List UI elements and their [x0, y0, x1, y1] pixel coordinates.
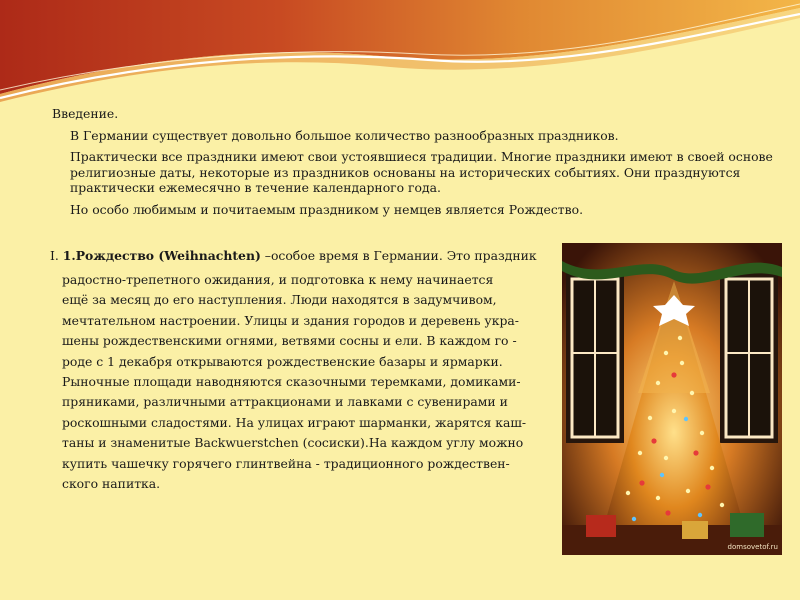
section-body [62, 270, 562, 494]
intro-block [52, 106, 787, 224]
section-line: шены рождественскими огнями, ветвями сосны и ели. В каждом го - [62, 333, 517, 349]
section-line: роскошными сладостями. На улицах играют шарманки, жарятся каш- [62, 414, 527, 430]
section-line: таны и знаменитые Backwuerstchen (сосиски).На каждом углу можно [62, 435, 524, 451]
section-line: купить чашечку горячего глинтвейна - традиционного рождествен- [62, 455, 510, 471]
christmas-tree-image [562, 243, 782, 555]
section-line: ского напитка. [62, 476, 161, 492]
section-line: Рыночные площади наводняются сказочными теремками, домиками- [62, 374, 521, 390]
section-line: роде с 1 декабря открываются рождественские базары и ярмарки. [62, 353, 503, 369]
decorative-header-swoosh [0, 0, 800, 110]
section-line: ещё за месяц до его наступления. Люди находятся в задумчивом, [62, 292, 497, 308]
section-line: пряниками, различными аттракционами и лавками с сувенирами и [62, 394, 508, 410]
intro-heading: Введение. [52, 106, 119, 121]
intro-paragraph: Но особо любимым и почитаемым праздником у немцев является Рождество. [70, 201, 584, 217]
photo-watermark: domsovetof.ru [727, 543, 778, 551]
section-number: I. [50, 248, 59, 263]
christmas-tree-photo [562, 243, 782, 555]
intro-paragraph: Практически все праздники имеют свои устоявшиеся традиции. Многие праздники имеют в своей основе религиозные даты, некоторые из праздников основаны на исторических событиях. Они празднуются практически ежемесячно в течение календарного года. [70, 149, 773, 196]
section-title: 1.Рождество (Weihnachten) [62, 248, 261, 263]
section-line: радостно-трепетного ожидания, и подготовка к нему начинается [62, 272, 494, 287]
section-line: мечтательном настроении. Улицы и здания городов и деревень укра- [62, 312, 519, 328]
intro-paragraph: В Германии существует довольно большое количество разнообразных праздников. [70, 127, 619, 143]
section-title-rest: –особое время в Германии. Это праздник [260, 248, 537, 263]
section-title-line [50, 248, 570, 263]
